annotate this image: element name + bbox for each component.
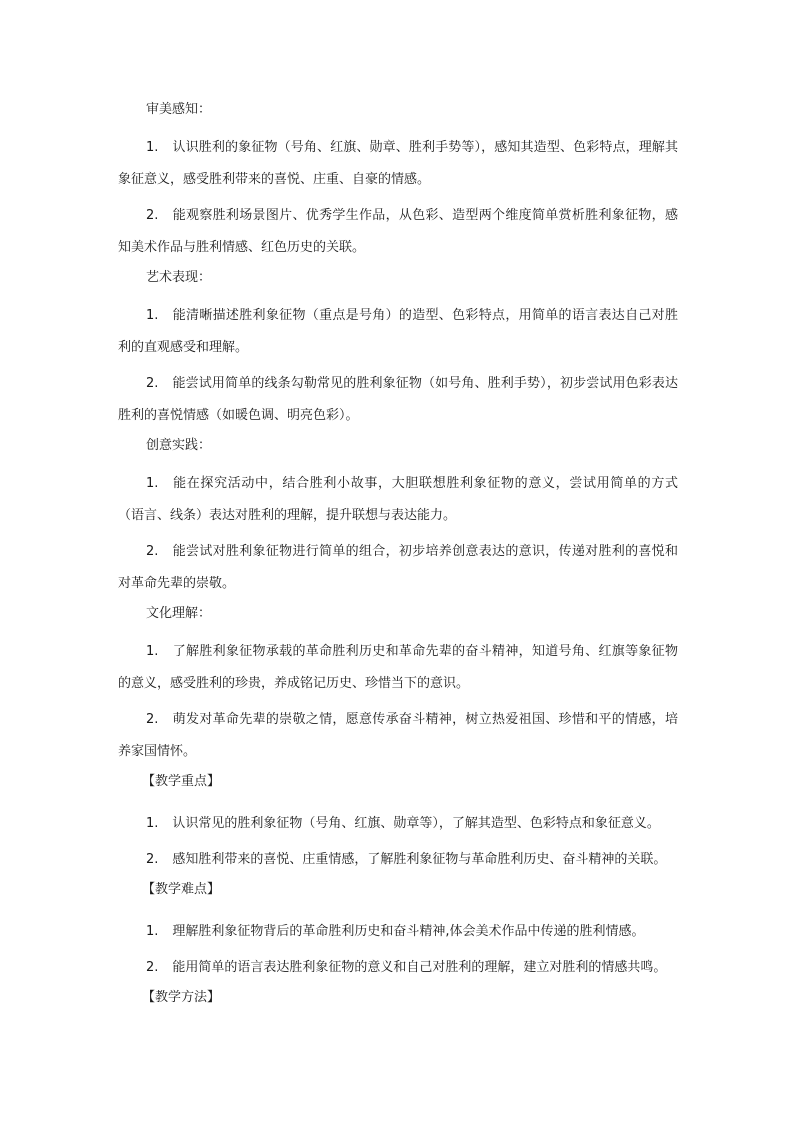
item-text: 理解胜利象征物背后的革命胜利历史和奋斗精神,体会美术作品中传递的胜利情感。 [172, 924, 645, 939]
item-text: 能在探究活动中，结合胜利小故事，大胆联想胜利象征物的意义，尝试用简单的方式（语言、线条）表达对胜利的理解，提升联想与表达能力。 [118, 476, 678, 523]
item-text: 认识胜利的象征物（号角、红旗、勋章、胜利手势等），感知其造型、色彩特点，理解其象征意义，感受胜利带来的喜悦、庄重、自豪的情感。 [118, 140, 678, 187]
item-text: 萌发对革命先辈的崇敬之情，愿意传承奋斗精神，树立热爱祖国、珍惜和平的情感，培养家国情怀。 [118, 712, 678, 759]
difficulties-heading: 【教学难点】 [142, 882, 221, 897]
item-text: 能观察胜利场景图片、优秀学生作品，从色彩、造型两个维度简单赏析胜利象征物，感知美术作品与胜利情感、红色历史的关联。 [118, 208, 678, 255]
item-number: 2. [146, 960, 159, 975]
list-item [118, 468, 678, 532]
item-text: 能用简单的语言表达胜利象征物的意义和自己对胜利的理解，建立对胜利的情感共鸣。 [172, 960, 667, 975]
document-page [118, 100, 678, 1024]
section-heading-culture: 文化理解： [146, 606, 212, 621]
item-number: 2. [146, 208, 159, 223]
list-item [118, 200, 678, 264]
list-item [118, 300, 678, 364]
item-text: 能清晰描述胜利象征物（重点是号角）的造型、色彩特点，用简单的语言表达自己对胜利的直观感受和理解。 [118, 308, 678, 355]
item-number: 1. [146, 476, 159, 491]
section-heading-creative: 创意实践： [146, 438, 212, 453]
item-number: 2. [146, 376, 159, 391]
list-item [118, 808, 678, 840]
list-item [118, 132, 678, 196]
item-number: 1. [146, 816, 159, 831]
list-item [118, 952, 678, 984]
item-number: 1. [146, 924, 159, 939]
item-text: 感知胜利带来的喜悦、庄重情感，了解胜利象征物与革命胜利历史、奋斗精神的关联。 [172, 852, 667, 867]
list-item [118, 536, 678, 600]
item-text: 能尝试用简单的线条勾勒常见的胜利象征物（如号角、胜利手势），初步尝试用色彩表达胜利的喜悦情感（如暖色调、明亮色彩）。 [118, 376, 678, 423]
key-points-heading: 【教学重点】 [142, 774, 221, 789]
item-number: 1. [146, 140, 159, 155]
list-item [118, 916, 678, 948]
item-number: 2. [146, 544, 159, 559]
item-number: 1. [146, 308, 159, 323]
list-item [118, 844, 678, 876]
item-text: 了解胜利象征物承载的革命胜利历史和革命先辈的奋斗精神，知道号角、红旗等象征物的意义，感受胜利的珍贵，养成铭记历史、珍惜当下的意识。 [118, 644, 678, 691]
list-item [118, 368, 678, 432]
methods-heading: 【教学方法】 [142, 990, 221, 1005]
list-item [118, 636, 678, 700]
item-number: 2. [146, 852, 159, 867]
item-number: 1. [146, 644, 159, 659]
item-number: 2. [146, 712, 159, 727]
item-text: 认识常见的胜利象征物（号角、红旗、勋章等），了解其造型、色彩特点和象征意义。 [172, 816, 660, 831]
item-text: 能尝试对胜利象征物进行简单的组合，初步培养创意表达的意识，传递对胜利的喜悦和对革命先辈的崇敬。 [118, 544, 678, 591]
section-heading-aesthetic: 审美感知： [146, 102, 212, 117]
list-item [118, 704, 678, 768]
section-heading-expression: 艺术表现： [146, 270, 212, 285]
